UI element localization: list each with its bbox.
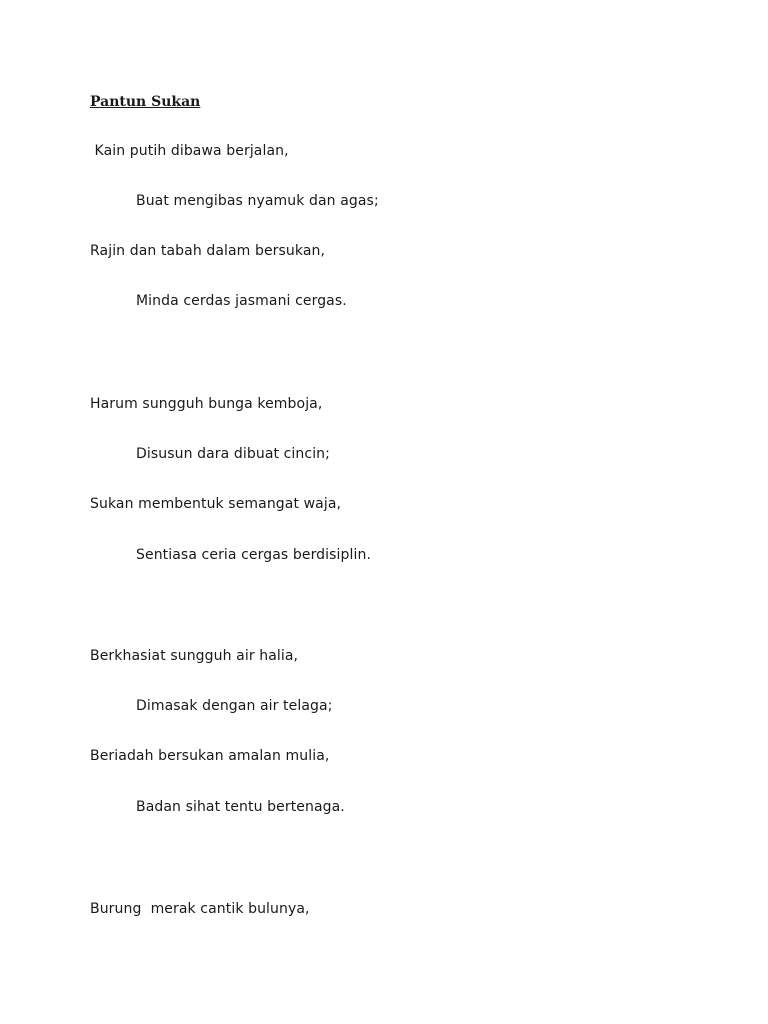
stanza-4-line-1: Burung merak cantik bulunya, [90,901,310,917]
stanza-2-line-2: Disusun dara dibuat cincin; [136,446,330,462]
stanza-3-line-2: Dimasak dengan air telaga; [136,698,333,714]
stanza-1-line-4: Minda cerdas jasmani cergas. [136,293,347,309]
stanza-1-line-3: Rajin dan tabah dalam bersukan, [90,243,326,259]
stanza-2-line-4: Sentiasa ceria cergas berdisiplin. [136,547,372,563]
stanza-3-line-3: Beriadah bersukan amalan mulia, [90,748,330,764]
stanza-1-line-2: Buat mengibas nyamuk dan agas; [136,193,379,209]
stanza-3-line-4: Badan sihat tentu bertenaga. [136,799,345,815]
stanza-3-line-1: Berkhasiat sungguh air halia, [90,648,299,664]
stanza-2-line-3: Sukan membentuk semangat waja, [90,496,342,512]
page-title: Pantun Sukan [90,94,201,110]
stanza-1-line-1: Kain putih dibawa berjalan, [90,143,289,159]
stanza-2-line-1: Harum sungguh bunga kemboja, [90,396,323,412]
